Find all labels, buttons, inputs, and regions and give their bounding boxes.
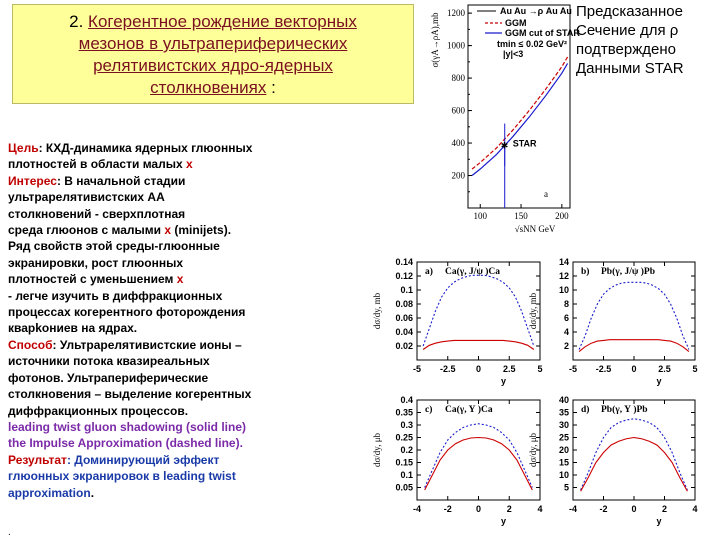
panel-c-y-tick-label: 0.15 [395, 457, 413, 468]
panel-a-y-tick-label: 0.02 [395, 341, 413, 351]
panel-a-y-tick-label: 0.1 [400, 285, 413, 295]
panel-c-leading-twist-line [425, 438, 533, 491]
panel-a-x-tick-label: -2.5 [439, 364, 456, 374]
top-star-label: STAR [512, 138, 537, 149]
panel-d-x-tick-label: 4 [692, 504, 698, 514]
panel-a-label: a) [425, 267, 433, 277]
top-legend-entry: GGM cut of STAR [505, 28, 580, 38]
panel-d-label: d) [581, 405, 590, 415]
top-x-tick-label: 200 [555, 211, 569, 221]
body-segment: Интерес [8, 173, 57, 188]
panel-b-x-tick-label: 2.5 [658, 364, 671, 374]
panel-d-y-tick-label: 5 [563, 482, 569, 493]
panel-a-y-axis-label: dσ/dy, mb [372, 292, 382, 330]
body-segment: x [185, 157, 193, 172]
body-segment: глюонных экранировок в leading twist [8, 469, 236, 484]
panel-c-y-axis-label: dσ/dy, μb [372, 432, 382, 468]
panel-c-y-tick-label: 0.3 [400, 420, 413, 430]
body-segment: the Impulse Approximation (dashed line). [8, 436, 243, 451]
panel-b-y-axis-label: dσ/dy, mb [528, 292, 538, 330]
slide-title-text[interactable]: Когерентное рождение векторных [88, 12, 357, 31]
panel-d-x-axis-label: y [656, 516, 662, 526]
panel-b-x-axis-label: y [656, 376, 662, 386]
panel-c-y-tick-label: 0.1 [400, 470, 413, 480]
panel-c-process: Ca(γ, Υ )Ca [445, 405, 493, 415]
panel-d-process: Pb(γ, Υ )Pb [601, 405, 648, 415]
body-segment: Цель [8, 141, 39, 155]
panel-d-y-tick-label: 10 [558, 470, 569, 480]
panel-d-y-axis-label: dσ/dy, μb [528, 432, 538, 468]
panel-c-frame [417, 400, 540, 500]
panel-d-impulse-approximation-line [581, 419, 688, 490]
top-y-axis-label: σ(γA→ρA),mb [430, 12, 440, 68]
body-segment: ультрарелятивистских АА [8, 190, 165, 205]
body-segment: Способ [8, 337, 53, 352]
panel-d-x-tick-label: 0 [631, 504, 637, 514]
panel-a-leading-twist-line [423, 340, 534, 349]
panel-a-x-tick-label: -5 [412, 364, 422, 374]
panel-b-process: Pb(γ, J/ψ )Pb [601, 267, 655, 277]
panel-c-x-tick-label: 2 [506, 504, 512, 514]
body-segment: столкновений - сверхплотная [8, 206, 186, 221]
panel-b-label: b) [581, 267, 590, 277]
panel-d-x-tick-label: -4 [568, 504, 578, 514]
panel-b-x-tick-label: 0 [631, 364, 637, 374]
panel-a-y-tick-label: 0.04 [395, 327, 413, 337]
body-segment: фотонов. Ультрапериферические [8, 370, 209, 385]
panel-c-x-axis-label: y [500, 516, 507, 526]
body-segment: approximation [8, 485, 91, 500]
panel-b-y-tick-label: 4 [563, 327, 569, 337]
body-segment: x [176, 272, 184, 287]
body-segment: : Ультрарелятивистские ионы – [52, 337, 242, 352]
panel-d-y-tick-label: 35 [558, 407, 569, 418]
top-y-tick-label: 800 [451, 73, 465, 84]
body-segment: среда глюонов с малыми [8, 223, 165, 238]
panel-a-y-tick-label: 0.14 [395, 257, 413, 267]
panel-c-impulse-approximation-line [425, 424, 533, 488]
body-segment: : В начальной стадии [56, 173, 186, 188]
body-segment: - легче изучить в диффракционных [8, 288, 223, 303]
caption-line: Сечение для ρ [576, 22, 679, 39]
footer-dot: . [8, 527, 11, 538]
top-series-ggm-line [472, 57, 567, 169]
panel-b-y-tick-label: 6 [563, 313, 569, 323]
top-legend-entry: Au Au →ρ Au Au [500, 6, 572, 16]
body-segment: источники потока квазиреальных [8, 354, 210, 369]
panel-a-x-tick-label: 0 [475, 364, 482, 374]
body-segment: Ряд свойств этой среды-глюонные [8, 239, 220, 254]
panel-a-impulse-approximation-line [423, 275, 534, 346]
top-x-tick-label: 150 [514, 211, 528, 221]
top-y-tick-label: 200 [451, 170, 465, 181]
body-segment: : КХД-динамика ядерных глюонных [38, 141, 253, 155]
panel-a-y-tick-label: 0.12 [395, 271, 413, 281]
panel-d-x-tick-label: -2 [599, 504, 608, 514]
panel-b-leading-twist-line [579, 340, 689, 352]
panel-b-x-tick-label: -2.5 [595, 364, 612, 374]
top-x-tick-label: 100 [473, 211, 487, 221]
body-segment: кварkониев на ядрах. [8, 321, 138, 336]
body-segment: процессах когерентного фоторождения [8, 305, 246, 320]
body-segment: : Доминирующий эффект [66, 452, 220, 467]
panel-c-y-tick-label: 0.4 [400, 395, 413, 405]
body-segment: экранировки, рост глюонных [8, 255, 184, 270]
body-segment: . [90, 485, 95, 500]
body-segment: столкновения – выделение когерентных [8, 387, 252, 402]
panel-a-y-tick-label: 0.06 [395, 313, 413, 323]
panel-c-label: c) [425, 405, 433, 415]
panel-a-x-axis-label: y [500, 376, 507, 386]
panel-d-y-tick-label: 40 [558, 395, 569, 405]
panel-c-y-tick-label: 0.2 [400, 445, 413, 455]
panel-a-process: Ca(γ, J/ψ )Ca [445, 267, 501, 277]
panel-c-x-tick-label: 4 [537, 504, 543, 514]
panel-d-leading-twist-line [581, 438, 688, 492]
panel-c-x-tick-label: -2 [443, 504, 452, 514]
panel-d-y-tick-label: 20 [558, 445, 569, 455]
body-segment: плотностей с уменьшением [8, 272, 177, 287]
panel-c-y-tick-label: 0.25 [395, 432, 413, 443]
body-segment: плотностей в области малых [8, 157, 186, 172]
panel-a-y-tick-label: 0.08 [395, 299, 413, 309]
top-legend-entry: |y|<3 [503, 49, 524, 59]
panel-d-y-tick-label: 30 [558, 420, 569, 430]
panel-c-x-tick-label: 0 [475, 504, 482, 514]
top-y-tick-label: 1000 [447, 40, 465, 51]
panel-c-y-tick-label: 0.05 [395, 482, 413, 493]
slide-title-number: 2. [69, 12, 84, 31]
panel-b-y-tick-label: 10 [558, 285, 569, 295]
panel-c-y-tick-label: 0.35 [395, 407, 413, 418]
panel-b-x-tick-label: 5 [692, 364, 698, 374]
body-segment: x [164, 223, 172, 238]
top-star-point: ✱ [500, 140, 509, 151]
panel-d-y-tick-label: 25 [558, 432, 569, 443]
top-panel-label: a [544, 189, 548, 199]
top-y-tick-label: 400 [451, 138, 465, 149]
body-segment: leading twist gluon shadowing (solid line) [8, 419, 246, 434]
caption-line: Предсказанное [576, 3, 683, 20]
panel-b-y-tick-label: 8 [563, 299, 569, 309]
top-y-tick-label: 1200 [447, 8, 465, 19]
panel-d-x-tick-label: 2 [661, 504, 668, 514]
panel-b-y-tick-label: 2 [563, 341, 569, 351]
caption-line: подтверждено [576, 41, 676, 58]
top-y-tick-label: 600 [451, 105, 465, 116]
panel-b-y-tick-label: 12 [558, 271, 569, 281]
slide-title-line-4: столкновениях : [150, 78, 276, 97]
body-segment: (minijets). [171, 223, 232, 238]
top-legend-entry: GGM [505, 18, 527, 28]
panel-c-x-tick-label: -4 [412, 504, 422, 514]
slide-title-line-2: мезонов в ультрапериферических [78, 34, 348, 53]
panel-a-x-tick-label: 5 [537, 364, 543, 374]
top-legend-entry: tmin ≤ 0.02 GeV² [497, 39, 567, 49]
panel-b-y-tick-label: 14 [558, 257, 569, 267]
panel-d-y-tick-label: 15 [558, 457, 569, 468]
slide-title-line-3: релятивистских ядро-ядерных [93, 56, 333, 75]
body-segment: диффракционных процессов. [8, 403, 189, 418]
body-segment: Результат [8, 452, 67, 467]
top-x-axis-label: √sNN GeV [514, 224, 556, 234]
top-series-ggm-star-cut-line [472, 63, 567, 175]
panel-a-x-tick-label: 2.5 [502, 364, 516, 374]
panel-b-x-tick-label: -5 [568, 364, 578, 374]
caption-line: Данными STAR [576, 60, 684, 77]
panel-d-frame [573, 400, 695, 500]
